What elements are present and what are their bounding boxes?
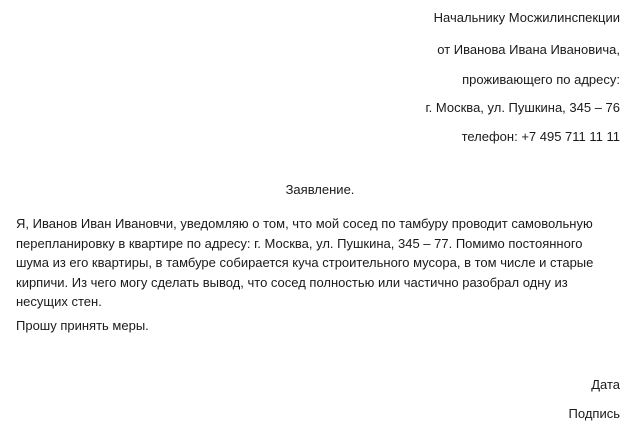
sender-phone-line: телефон: +7 495 711 11 11 (461, 129, 620, 144)
statement-line: кирпичи. Из чего могу сделать вывод, что сосед полностью или частично разобрал одну из (16, 274, 568, 290)
sender-name-line: от Иванова Ивана Ивановича, (437, 42, 620, 57)
document-title: Заявление. (285, 182, 355, 197)
request-line: Прошу принять меры. (16, 318, 149, 333)
statement-body (16, 214, 626, 312)
date-label: Дата (591, 377, 620, 392)
addressee-line: Начальнику Мосжилинспекции (433, 10, 620, 25)
statement-line: несущих стен. (16, 294, 102, 309)
statement-line: шума из его квартиры, в тамбуре собирается куча строительного мусора, в том числе и старые (16, 255, 594, 270)
signature-label: Подпись (568, 406, 620, 421)
statement-line: Я, Иванов Иван Ивановчи, уведомляю о том, что мой сосед по тамбуру проводит самовольную (16, 216, 593, 231)
sender-address-line: г. Москва, ул. Пушкина, 345 – 76 (425, 100, 620, 115)
residence-label-line: проживающего по адресу: (462, 72, 620, 87)
statement-line: перепланировку в квартире по адресу: г. Москва, ул. Пушкина, 345 – 77. Помимо постоянного (16, 235, 583, 251)
